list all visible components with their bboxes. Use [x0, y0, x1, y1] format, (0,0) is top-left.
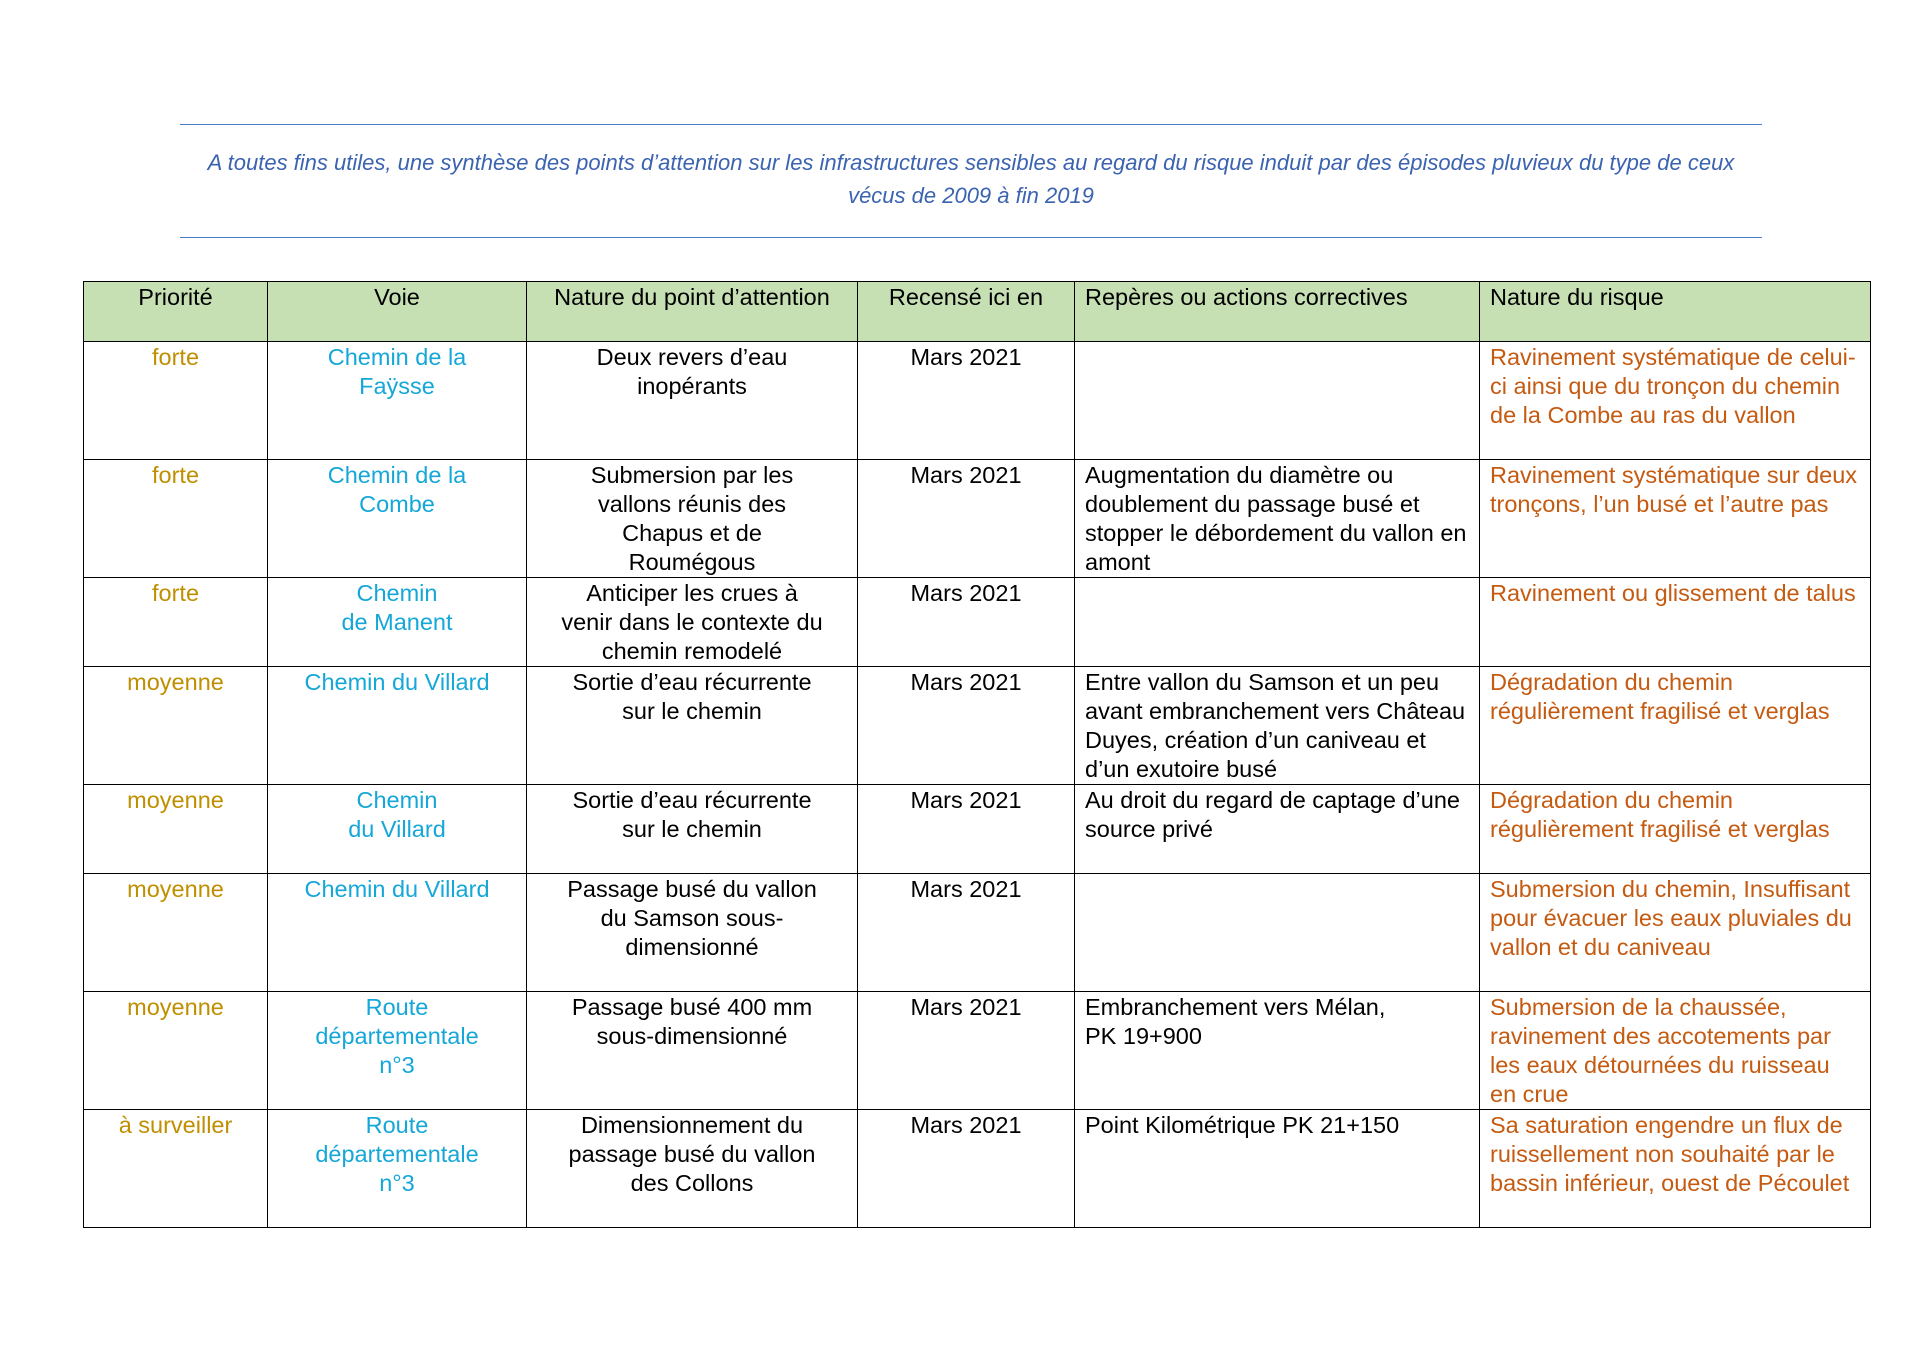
cell-priorite: moyenne [84, 785, 268, 874]
cell-priorite: moyenne [84, 874, 268, 992]
header-priorite: Priorité [84, 282, 268, 342]
cell-risque: Ravinement ou glissement de talus [1480, 578, 1871, 667]
table-row [84, 874, 1871, 992]
cell-voie: Route départementale n°3 [268, 1110, 527, 1228]
cell-priorite: moyenne [84, 992, 268, 1110]
header-voie: Voie [268, 282, 527, 342]
cell-risque: Submersion de la chaussée, ravinement des accotements par les eaux détournées du ruisseau en crue [1480, 992, 1871, 1110]
header-recense: Recensé ici en [858, 282, 1075, 342]
cell-reperes: Au droit du regard de captage d’une source privé [1075, 785, 1480, 874]
header-nature: Nature du point d’attention [527, 282, 858, 342]
intro-text: A toutes fins utiles, une synthèse des points d’attention sur les infrastructures sensibles au regard du risque induit par des épisodes pluvieux du type de ceux vécus de 2009 à fin 2019 [207, 150, 1735, 208]
top-rule [180, 124, 1762, 125]
cell-recense: Mars 2021 [858, 667, 1075, 785]
cell-recense: Mars 2021 [858, 342, 1075, 460]
cell-nature: Sortie d’eau récurrente sur le chemin [527, 667, 858, 785]
cell-priorite: à surveiller [84, 1110, 268, 1228]
table-row [84, 1110, 1871, 1228]
cell-recense: Mars 2021 [858, 785, 1075, 874]
table-row [84, 460, 1871, 578]
cell-voie: Chemin de la Faÿsse [268, 342, 527, 460]
cell-risque: Ravinement systématique de celui-ci ainsi que du tronçon du chemin de la Combe au ras du vallon [1480, 342, 1871, 460]
cell-reperes [1075, 578, 1480, 667]
cell-voie: Chemin du Villard [268, 785, 527, 874]
cell-reperes: Augmentation du diamètre ou doublement du passage busé et stopper le débordement du vallon en amont [1075, 460, 1480, 578]
cell-recense: Mars 2021 [858, 874, 1075, 992]
cell-recense: Mars 2021 [858, 992, 1075, 1110]
cell-nature: Anticiper les crues à venir dans le contexte du chemin remodelé [527, 578, 858, 667]
cell-recense: Mars 2021 [858, 460, 1075, 578]
table-row [84, 992, 1871, 1110]
cell-risque: Submersion du chemin, Insuffisant pour évacuer les eaux pluviales du vallon et du caniveau [1480, 874, 1871, 992]
cell-reperes: Point Kilométrique PK 21+150 [1075, 1110, 1480, 1228]
bottom-rule [180, 237, 1762, 238]
table-row [84, 578, 1871, 667]
cell-risque: Dégradation du chemin régulièrement fragilisé et verglas [1480, 667, 1871, 785]
cell-priorite: moyenne [84, 667, 268, 785]
table-header-row [84, 282, 1871, 342]
cell-priorite: forte [84, 460, 268, 578]
cell-nature: Deux revers d’eau inopérants [527, 342, 858, 460]
cell-recense: Mars 2021 [858, 1110, 1075, 1228]
cell-nature: Dimensionnement du passage busé du vallon des Collons [527, 1110, 858, 1228]
cell-nature: Sortie d’eau récurrente sur le chemin [527, 785, 858, 874]
synthesis-table [83, 281, 1871, 1228]
table-row [84, 667, 1871, 785]
cell-voie: Route départementale n°3 [268, 992, 527, 1110]
cell-recense: Mars 2021 [858, 578, 1075, 667]
cell-priorite: forte [84, 342, 268, 460]
header-risque: Nature du risque [1480, 282, 1871, 342]
cell-reperes [1075, 874, 1480, 992]
table-row [84, 785, 1871, 874]
header-reperes: Repères ou actions correctives [1075, 282, 1480, 342]
cell-voie: Chemin du Villard [268, 667, 527, 785]
cell-voie: Chemin du Villard [268, 874, 527, 992]
cell-risque: Sa saturation engendre un flux de ruissellement non souhaité par le bassin inférieur, ouest de Pécoulet [1480, 1110, 1871, 1228]
cell-reperes [1075, 342, 1480, 460]
cell-nature: Submersion par les vallons réunis des Chapus et de Roumégous [527, 460, 858, 578]
table-row [84, 342, 1871, 460]
cell-risque: Dégradation du chemin régulièrement fragilisé et verglas [1480, 785, 1871, 874]
cell-priorite: forte [84, 578, 268, 667]
cell-reperes: Embranchement vers Mélan, PK 19+900 [1075, 992, 1480, 1110]
cell-voie: Chemin de Manent [268, 578, 527, 667]
cell-reperes: Entre vallon du Samson et un peu avant embranchement vers Château Duyes, création d’un caniveau et d’un exutoire busé [1075, 667, 1480, 785]
cell-risque: Ravinement systématique sur deux tronçons, l’un busé et l’autre pas [1480, 460, 1871, 578]
cell-voie: Chemin de la Combe [268, 460, 527, 578]
cell-nature: Passage busé du vallon du Samson sous- dimensionné [527, 874, 858, 992]
cell-nature: Passage busé 400 mm sous-dimensionné [527, 992, 858, 1110]
